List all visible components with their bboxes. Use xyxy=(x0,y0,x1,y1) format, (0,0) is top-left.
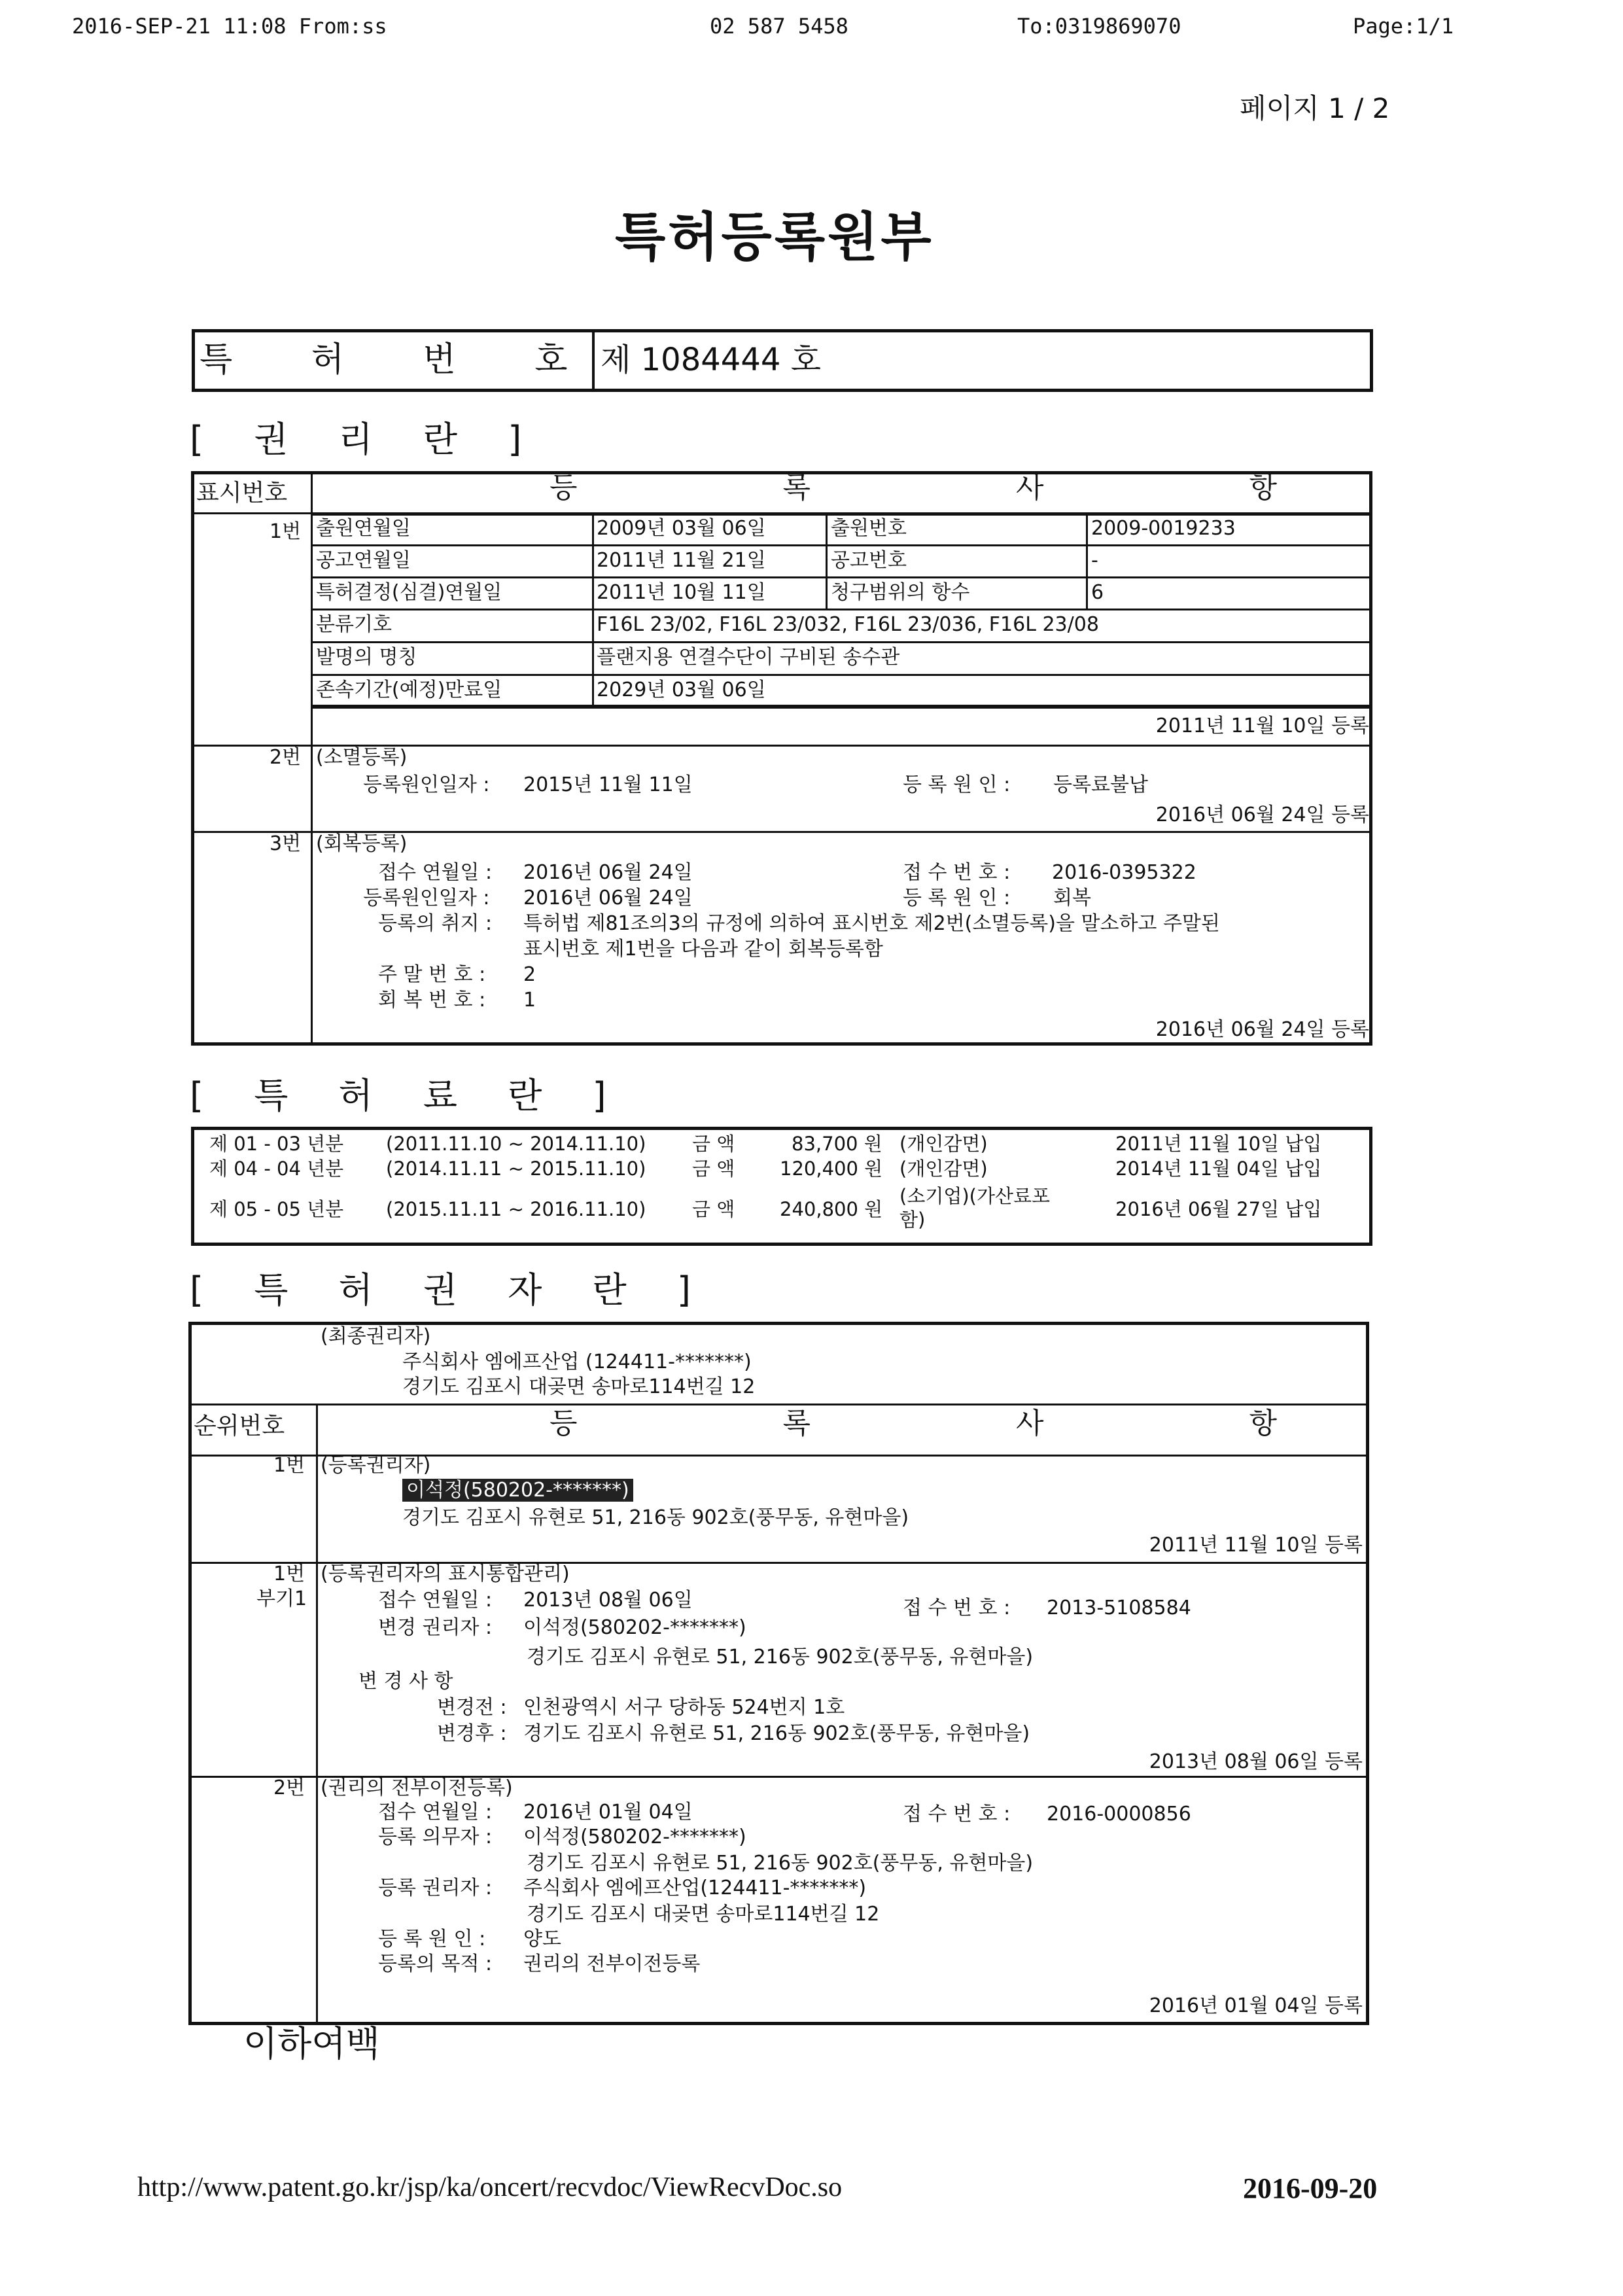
publication-date-value: 2011년 11월 21일 xyxy=(597,549,766,572)
fee-row3-years: 제 05 - 05 년분 xyxy=(209,1198,344,1220)
holder-entry2-holder-label: 등록 권리자 : xyxy=(378,1877,493,1899)
filing-date-label: 출원연월일 xyxy=(316,517,411,540)
holder-entry1-after-label: 변경후 : xyxy=(437,1722,507,1745)
holder-col-reg: 등 록 사 항 xyxy=(550,1407,1375,1440)
publication-no-label: 공고번호 xyxy=(831,549,907,572)
filing-no-value: 2009-0019233 xyxy=(1091,517,1236,540)
rights-col-no: 표시번호 xyxy=(196,480,288,506)
holder-entry0-address: 경기도 김포시 유현로 51, 216동 902호(풍무동, 유현마을) xyxy=(402,1506,909,1529)
rights-entry3-footer: 2016년 06월 24일 등록 xyxy=(1155,1018,1369,1041)
strike-number: 2 xyxy=(523,963,536,986)
receipt-date-label: 접수 연월일 : xyxy=(378,861,493,884)
holder-entry1-holder: 이석정(580202-*******) xyxy=(523,1616,746,1639)
holder-entry0-type: (등록권리자) xyxy=(321,1454,431,1477)
restore-cause: 회복 xyxy=(1053,887,1091,910)
restore-cause-label: 등 록 원 인 : xyxy=(903,887,1011,910)
final-holder-address: 경기도 김포시 대곶면 송마로114번길 12 xyxy=(402,1375,756,1398)
rights-entry2-type: (소멸등록) xyxy=(316,746,408,769)
fee-row1-period: (2011.11.10 ~ 2014.11.10) xyxy=(386,1133,646,1155)
rights-col-reg: 등 록 사 항 xyxy=(550,471,1375,504)
footer-date: 2016-09-20 xyxy=(1243,2172,1378,2204)
fee-row2-period: (2014.11.11 ~ 2015.11.10) xyxy=(386,1157,646,1180)
decision-date-label: 특허결정(심결)연월일 xyxy=(316,581,502,604)
holder-entry1-change-label: 변 경 사 항 xyxy=(358,1670,453,1693)
holder-entry2-obligor-label: 등록 의무자 : xyxy=(378,1826,493,1848)
fee-row1-years: 제 01 - 03 년분 xyxy=(209,1133,344,1155)
holder-entry1-type: (등록권리자의 표시통합관리) xyxy=(321,1563,570,1585)
fee-row3-amount-label: 금 액 xyxy=(692,1198,735,1220)
fee-row3-amount: 240,800 원 xyxy=(780,1198,883,1220)
holder-entry2-receipt-no-label: 접 수 번 호 : xyxy=(903,1803,1011,1826)
expiry-date-label: 존속기간(예정)만료일 xyxy=(316,679,502,701)
strike-number-label: 주 말 번 호 : xyxy=(378,963,486,986)
holder-entry1-receipt-date: 2013년 08월 06일 xyxy=(523,1589,693,1612)
rights-entry1-no: 1번 xyxy=(270,520,302,543)
patent-number-value: 제 1084444 호 xyxy=(601,342,822,378)
fax-to: To:0319869070 xyxy=(1017,14,1181,39)
extinction-cause-date-label: 등록원인일자 : xyxy=(363,773,490,796)
expiry-date-value: 2029년 03월 06일 xyxy=(597,679,766,701)
restore-purpose-line1: 특허법 제81조의3의 규정에 의하여 표시번호 제2번(소멸등록)을 말소하고 주말된 xyxy=(523,912,1220,935)
holder-entry2-holder-address: 경기도 김포시 대곶면 송마로114번길 12 xyxy=(527,1903,880,1926)
fee-row3-paid: 2016년 06월 27일 납입 xyxy=(1115,1198,1322,1220)
holder-entry2-purpose-label: 등록의 목적 : xyxy=(378,1952,493,1975)
holder-entry2-obligor-address: 경기도 김포시 유현로 51, 216동 902호(풍무동, 유현마을) xyxy=(527,1852,1034,1875)
holder-entry0-no: 1번 xyxy=(273,1454,305,1477)
holder-entry2-cause: 양도 xyxy=(523,1928,561,1951)
invention-title-label: 발명의 명칭 xyxy=(316,646,417,669)
holder-entry0-footer: 2011년 11월 10일 등록 xyxy=(1149,1534,1363,1557)
restore-purpose-label: 등록의 취지 : xyxy=(378,912,493,935)
fax-phone: 02 587 5458 xyxy=(710,14,848,39)
holder-entry1-receipt-no-label: 접 수 번 호 : xyxy=(903,1597,1011,1619)
rights-entry3-no: 3번 xyxy=(270,832,302,855)
holder-entry2-obligor: 이석정(580202-*******) xyxy=(523,1826,746,1848)
extinction-cause-label: 등 록 원 인 : xyxy=(903,773,1011,796)
publication-date-label: 공고연월일 xyxy=(316,549,411,572)
holder-entry2-receipt-no: 2016-0000856 xyxy=(1047,1803,1191,1826)
extinction-cause: 등록료불납 xyxy=(1053,773,1148,796)
receipt-date: 2016년 06월 24일 xyxy=(523,861,693,884)
rights-entry2-footer: 2016년 06월 24일 등록 xyxy=(1155,804,1369,826)
classification-value: F16L 23/02, F16L 23/032, F16L 23/036, F16L 23/08 xyxy=(597,613,1099,636)
rights-section-heading: [ 권 리 란 ] xyxy=(190,419,542,460)
holder-entry2-type: (권리의 전부이전등록) xyxy=(321,1776,513,1799)
restore-cause-date-label: 등록원인일자 : xyxy=(363,887,490,910)
holder-entry1-before: 인천광역시 서구 당하동 524번지 1호 xyxy=(523,1696,845,1719)
fee-row1-amount-label: 금 액 xyxy=(692,1133,735,1155)
holder-entry2-no: 2번 xyxy=(273,1776,305,1799)
holder-entry2-receipt-date-label: 접수 연월일 : xyxy=(378,1801,493,1824)
fee-row2-years: 제 04 - 04 년분 xyxy=(209,1157,344,1180)
fax-page: Page:1/1 xyxy=(1353,14,1454,39)
holder-entry1-holder-address: 경기도 김포시 유현로 51, 216동 902호(풍무동, 유현마을) xyxy=(527,1646,1034,1669)
fee-row2-paid: 2014년 11월 04일 납입 xyxy=(1115,1157,1322,1180)
claims-count-value: 6 xyxy=(1091,581,1104,604)
classification-label: 분류기호 xyxy=(316,613,392,636)
holder-entry2-receipt-date: 2016년 01월 04일 xyxy=(523,1801,693,1824)
restore-purpose-line2: 표시번호 제1번을 다음과 같이 회복등록함 xyxy=(523,938,883,961)
fee-row3-note-cont: 함) xyxy=(899,1209,926,1231)
claims-count-label: 청구범위의 항수 xyxy=(831,581,970,604)
holder-section-heading: [ 특 허 권 자 란 ] xyxy=(190,1269,710,1311)
fee-row3-note: (소기업)(가산료포 xyxy=(899,1185,1051,1207)
fax-datetime: 2016-SEP-21 11:08 From:ss xyxy=(72,14,387,39)
invention-title-value: 플랜지용 연결수단이 구비된 송수관 xyxy=(597,646,900,669)
restore-number: 1 xyxy=(523,989,536,1012)
fee-row2-amount: 120,400 원 xyxy=(780,1157,883,1180)
final-holder-label: (최종권리자) xyxy=(321,1325,431,1348)
fee-row1-note: (개인감면) xyxy=(899,1133,988,1155)
holder-entry2-purpose: 권리의 전부이전등록 xyxy=(523,1952,701,1975)
footer-url: http://www.patent.go.kr/jsp/ka/oncert/recvdoc/ViewRecvDoc.so xyxy=(137,2172,843,2202)
holder-entry1-holder-label: 변경 권리자 : xyxy=(378,1616,493,1639)
fee-section-heading: [ 특 허 료 란 ] xyxy=(190,1075,626,1116)
restore-number-label: 회 복 번 호 : xyxy=(378,989,486,1012)
holder-entry1-before-label: 변경전 : xyxy=(437,1696,507,1719)
final-holder-name: 주식회사 엠에프산업 (124411-*******) xyxy=(402,1351,752,1373)
receipt-no: 2016-0395322 xyxy=(1052,861,1196,884)
fee-row2-note: (개인감면) xyxy=(899,1157,988,1180)
page-indicator: 페이지 1 / 2 xyxy=(1240,92,1390,124)
holder-entry1-sub: 부기1 xyxy=(256,1587,307,1610)
holder-entry2-holder: 주식회사 엠에프산업(124411-*******) xyxy=(523,1877,867,1899)
extinction-cause-date: 2015년 11월 11일 xyxy=(523,773,693,796)
document-title: 특허등록원부 xyxy=(615,207,934,268)
decision-date-value: 2011년 10월 11일 xyxy=(597,581,766,604)
fee-row2-amount-label: 금 액 xyxy=(692,1157,735,1180)
fee-row3-period: (2015.11.11 ~ 2016.11.10) xyxy=(386,1198,646,1220)
end-mark: 이하여백 xyxy=(243,2023,380,2064)
holder-entry1-receipt-no: 2013-5108584 xyxy=(1047,1597,1191,1619)
filing-no-label: 출원번호 xyxy=(831,517,907,540)
holder-entry0-name: 이석정(580202-*******) xyxy=(402,1479,633,1502)
holder-entry1-after: 경기도 김포시 유현로 51, 216동 902호(풍무동, 유현마을) xyxy=(523,1722,1030,1745)
rights-entry1-footer: 2011년 11월 10일 등록 xyxy=(1155,715,1369,737)
holder-entry2-cause-label: 등 록 원 인 : xyxy=(378,1928,486,1951)
patent-number-label: 특 허 번 호 xyxy=(200,340,602,380)
fee-row1-amount: 83,700 원 xyxy=(792,1133,882,1155)
publication-no-value: - xyxy=(1091,549,1098,572)
holder-entry2-footer: 2016년 01월 04일 등록 xyxy=(1149,1994,1363,2017)
holder-col-no: 순위번호 xyxy=(194,1413,285,1439)
rights-entry2-no: 2번 xyxy=(270,746,302,769)
filing-date-value: 2009년 03월 06일 xyxy=(597,517,766,540)
rights-entry3-type: (회복등록) xyxy=(316,832,408,855)
rights-entry1-grid xyxy=(311,514,1372,707)
fee-row1-paid: 2011년 11월 10일 납입 xyxy=(1115,1133,1322,1155)
holder-entry1-footer: 2013년 08월 06일 등록 xyxy=(1149,1750,1363,1773)
holder-entry1-receipt-date-label: 접수 연월일 : xyxy=(378,1589,493,1612)
holder-entry1-no: 1번 xyxy=(273,1563,305,1585)
receipt-no-label: 접 수 번 호 : xyxy=(903,861,1011,884)
restore-cause-date: 2016년 06월 24일 xyxy=(523,887,693,910)
